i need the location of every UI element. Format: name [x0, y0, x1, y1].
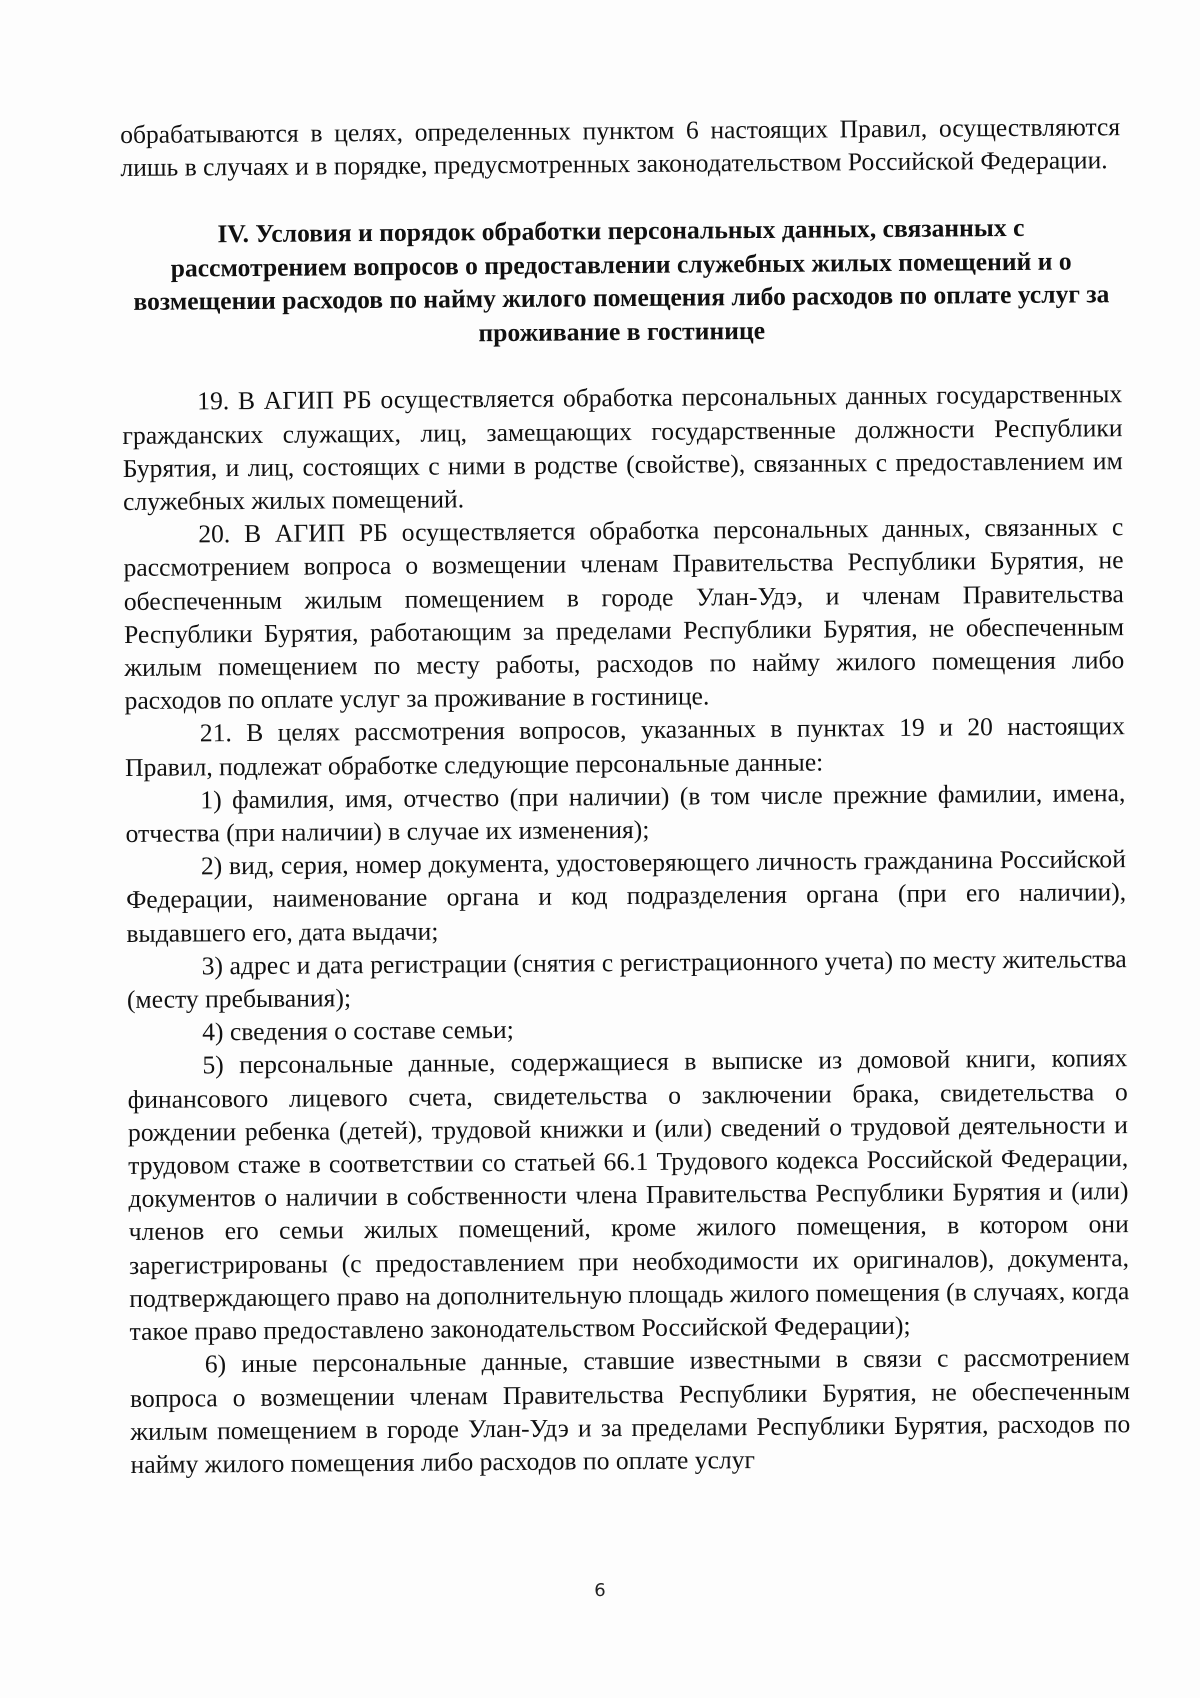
list-item-2: 2) вид, серия, номер документа, удостоверяющего личность гражданина Российской Федерации, наименование органа и код подразделения органа (при его наличии), выдавшего его, дата выдачи; [126, 844, 1127, 948]
page-number: 6 [594, 1580, 606, 1601]
list-item-3: 3) адрес и дата регистрации (снятия с регистрационного учета) по месту жительства (месту пребывания); [126, 943, 1127, 1015]
section-heading: IV. Условия и порядок обработки персональных данных, связанных с рассмотрением вопросов о предоставлении служебных жилых помещений и о возмещении расходов по найму жилого помещения либо расходов по оплате услуг за проживание в гостинице [133, 213, 1110, 348]
list-item-6: 6) иные персональные данные, ставшие известными в связи с рассмотрением вопроса о возмещении членам Правительства Республики Бурятия, не обеспеченным жилым помещением в городе Улан-Удэ и за пределами Республики Бурятия, расходов по найму жилого помещения либо расходов по оплате услуг [129, 1342, 1131, 1479]
list-item-4: 4) сведения о составе семьи; [202, 1015, 514, 1047]
list-item-1: 1) фамилия, имя, отчество (при наличии) (в том числе прежние фамилии, имена, отчества (при наличии) в случае их изменения); [125, 777, 1126, 849]
list-item-5: 5) персональные данные, содержащиеся в выписке из домовой книги, копиях финансового лицевого счета, свидетельства о заключении брака, свидетельства о рождении ребенка (детей), трудовой книжки и (или) сведений о трудовой деятельности и трудовом стаже в соответствии со статьей 66.1 Трудового кодекса Российской Федерации, документов о наличии в собственности члена Правительства Республики Бурятия и (или) членов его семьи жилых помещений, кроме жилого помещения, в котором они зарегистрированы (с предоставлением при необходимости их оригиналов), документа, подтверждающего право на дополнительную площадь жилого помещения (в случаях, когда такое право предоставлено законодательством Российской Федерации); [127, 1043, 1130, 1347]
page-content [120, 110, 1131, 1481]
continuation-paragraph: обрабатываются в целях, определенных пунктом 6 настоящих Правил, осуществляются лишь в случаях и в порядке, предусмотренных законодательством Российской Федерации. [120, 112, 1121, 183]
paragraph-19: 19. В АГИП РБ осуществляется обработка персональных данных государственных гражданских служащих, лиц, замещающих государственные должности Республики Бурятия, и лиц, состоящих с ними в родстве (свойстве), связанных с предоставлением им служебных жилых помещений. [122, 379, 1123, 517]
paragraph-21: 21. В целях рассмотрения вопросов, указанных в пунктах 19 и 20 настоящих Правил, подлежат обработке следующие персональные данные: [124, 711, 1125, 782]
paragraph-20: 20. В АГИП РБ осуществляется обработка персональных данных, связанных с рассмотрением вопроса о возмещении членам Правительства Республики Бурятия, не обеспеченным жилым помещением в городе Улан-Удэ, и членам Правительства Республики Бурятия, работающим за пределами Республики Бурятия, не обеспеченным жилым помещением по месту работы, расходов по найму жилого помещения либо расходов по оплате услуг за проживание в гостинице. [123, 512, 1125, 716]
